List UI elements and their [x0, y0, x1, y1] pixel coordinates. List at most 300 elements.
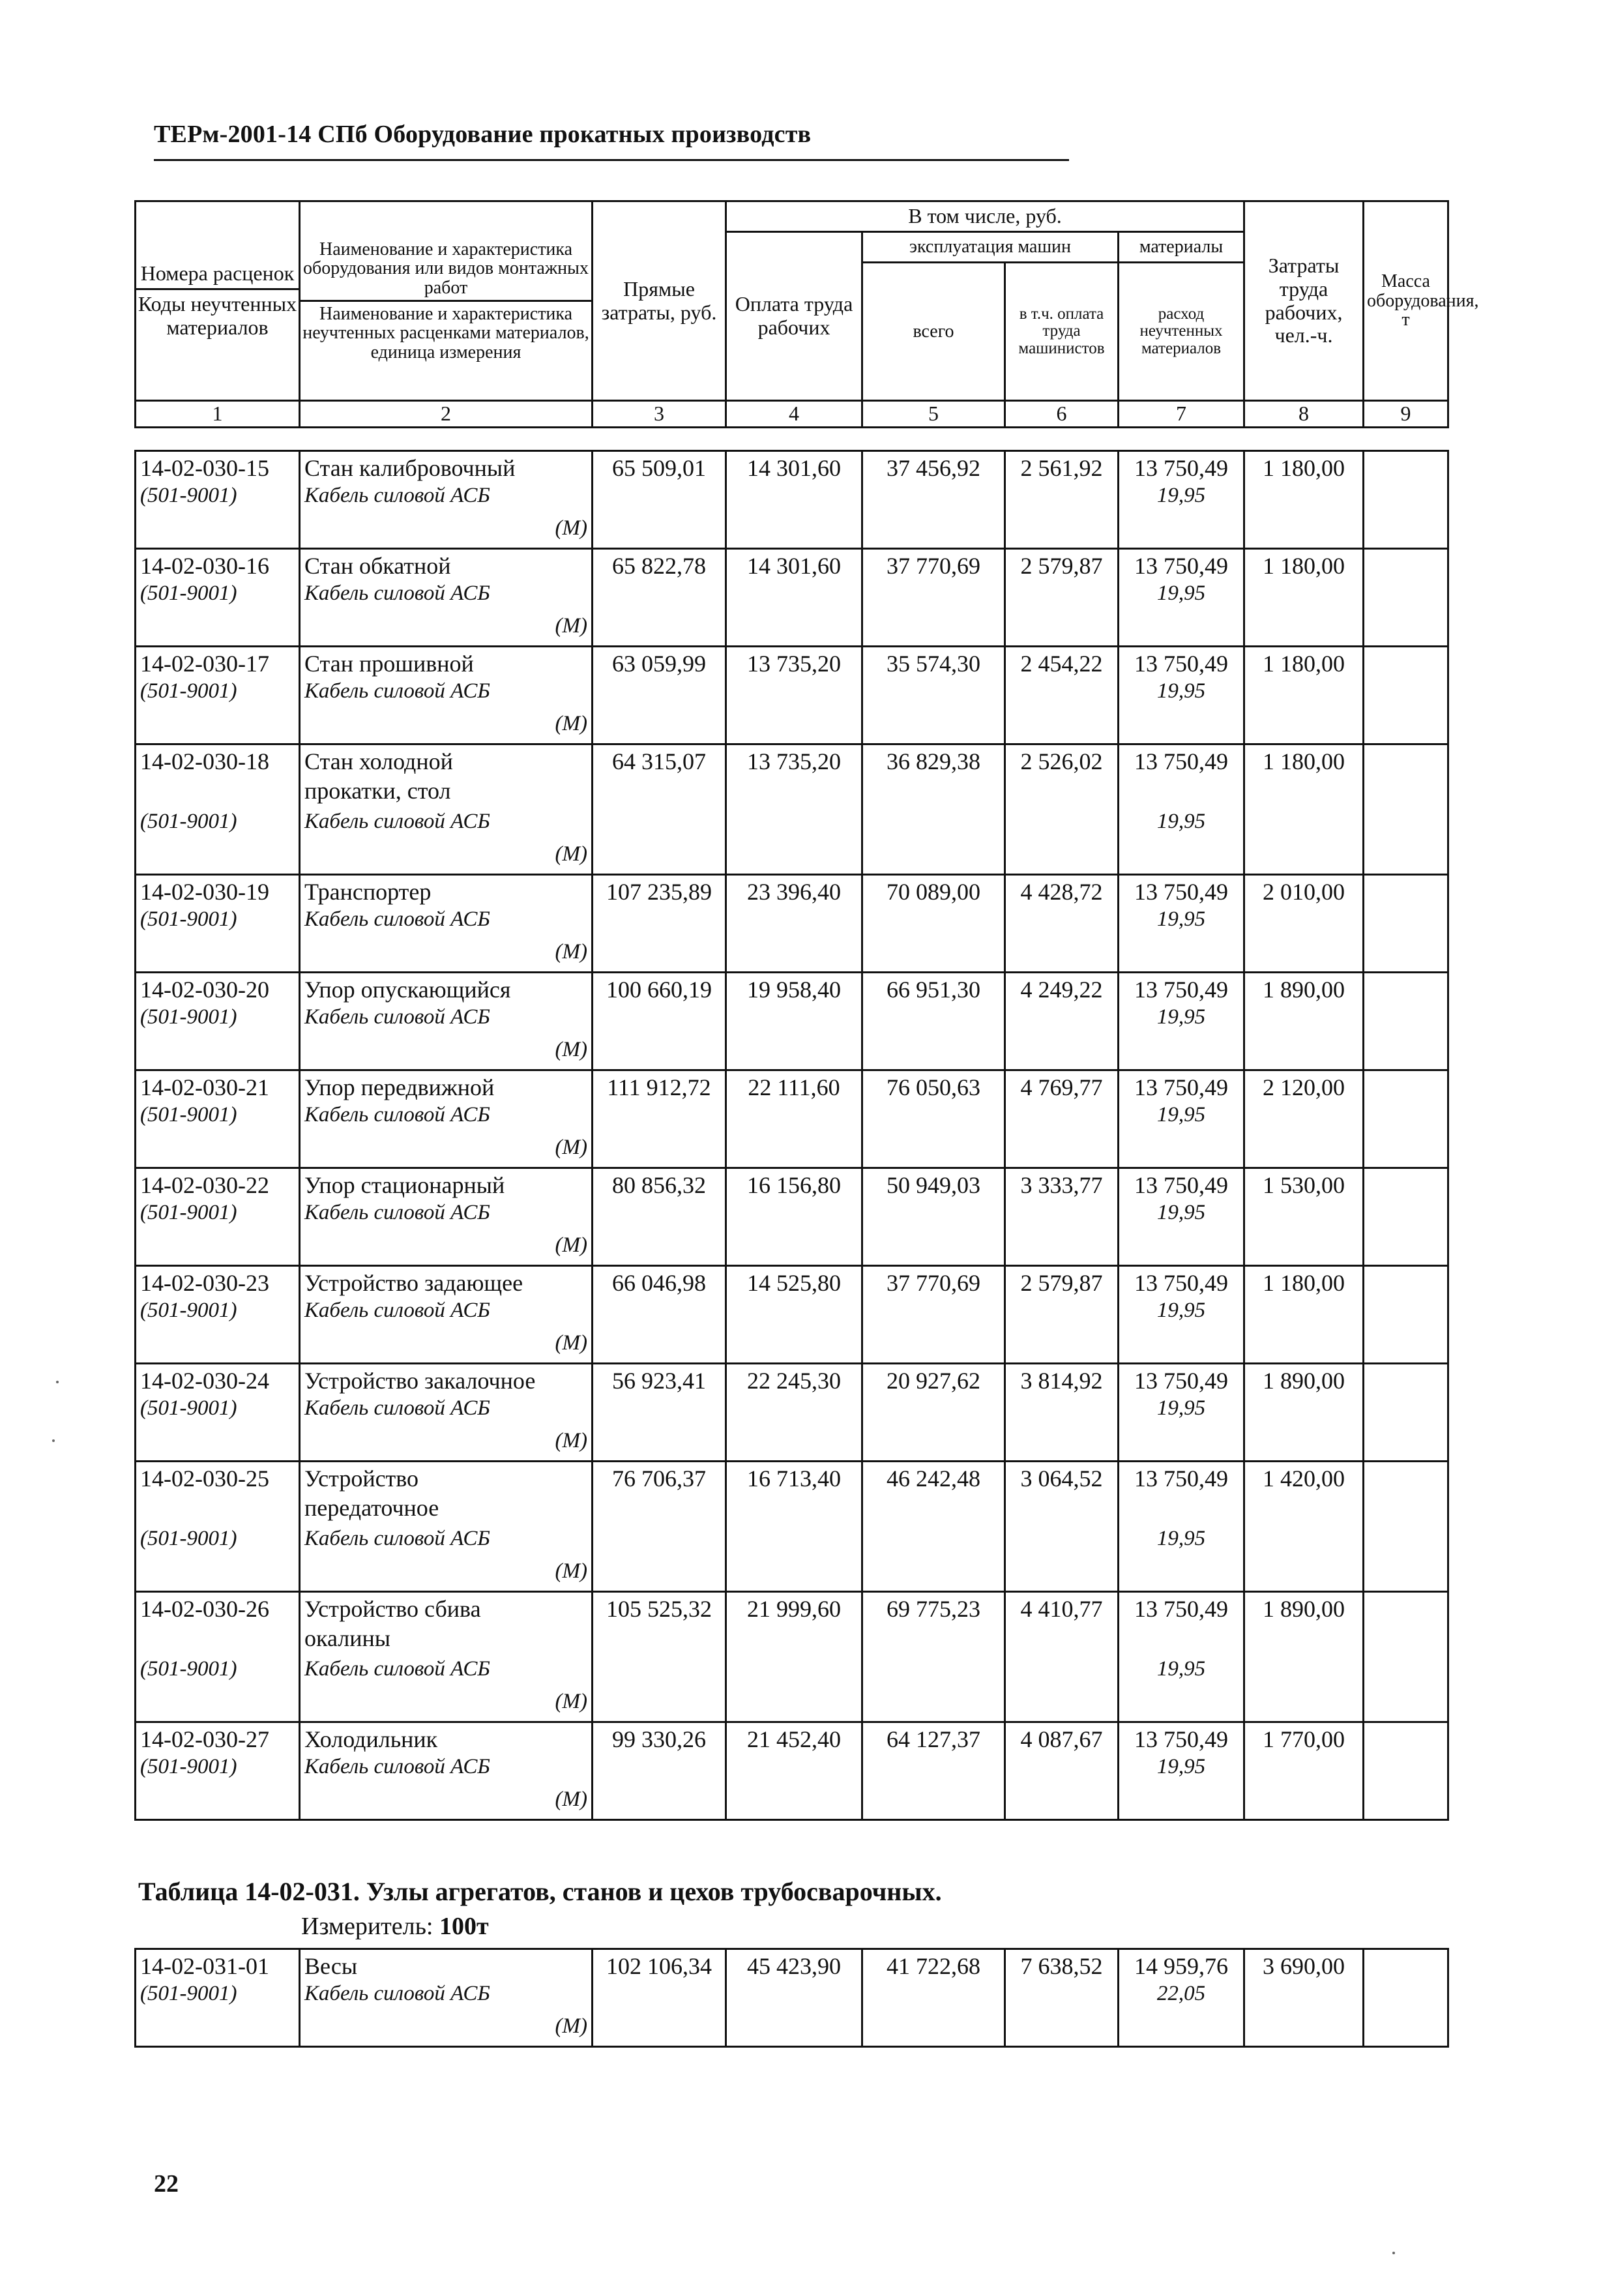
empty-cell [593, 1201, 726, 1233]
empty-cell [1244, 1201, 1364, 1233]
table-row [136, 1266, 1448, 1299]
empty-cell [862, 2014, 1005, 2047]
labor-hours: 1 890,00 [1244, 1364, 1364, 1396]
empty-cell [593, 1625, 726, 1657]
material-code: (501-9001) [136, 810, 300, 842]
empty-cell [862, 940, 1005, 973]
material-name: Кабель силовой АСБ [300, 1201, 593, 1233]
material-code: (501-9001) [136, 1527, 300, 1559]
empty-cell [726, 1136, 862, 1168]
table-row [136, 1462, 1448, 1494]
empty-cell [1005, 1299, 1119, 1331]
materials-cost: 13 750,49 [1119, 744, 1244, 777]
machine-cost: 50 949,03 [862, 1168, 1005, 1201]
empty-cell [726, 1788, 862, 1820]
empty-cell [1119, 1788, 1244, 1820]
operator-cost: 4 410,77 [1005, 1592, 1119, 1625]
rate-code: 14-02-030-17 [136, 647, 300, 679]
material-quantity: 19,95 [1119, 907, 1244, 940]
table-row [136, 647, 1448, 679]
rate-code: 14-02-030-21 [136, 1070, 300, 1103]
empty-cell [862, 1527, 1005, 1559]
empty-cell [1244, 1429, 1364, 1462]
empty-cell [1244, 581, 1364, 614]
materials-cost: 13 750,49 [1119, 451, 1244, 484]
equipment-mass [1364, 1949, 1448, 1982]
empty-cell [1364, 842, 1448, 875]
equipment-mass [1364, 1722, 1448, 1755]
col-mass-header: Масса оборудования, т [1364, 201, 1448, 401]
machine-cost: 36 829,38 [862, 744, 1005, 777]
empty-cell [1244, 1331, 1364, 1364]
empty-cell [1005, 810, 1119, 842]
empty-cell [726, 1233, 862, 1266]
empty-cell [726, 1005, 862, 1038]
empty-cell [1119, 1233, 1244, 1266]
empty-cell [136, 1429, 300, 1462]
empty-cell [726, 516, 862, 549]
empty-cell [1119, 614, 1244, 647]
empty-cell [1244, 1982, 1364, 2014]
empty-cell [726, 907, 862, 940]
material-name: Кабель силовой АСБ [300, 679, 593, 712]
empty-cell [1364, 907, 1448, 940]
empty-cell [862, 1201, 1005, 1233]
material-code: (501-9001) [136, 581, 300, 614]
materials-cost: 13 750,49 [1119, 973, 1244, 1005]
empty-cell [136, 1136, 300, 1168]
col-number: 4 [726, 401, 862, 428]
empty-cell [726, 1982, 862, 2014]
machine-cost: 20 927,62 [862, 1364, 1005, 1396]
empty-cell [593, 1299, 726, 1331]
rate-name-continued: передаточное [300, 1494, 593, 1527]
empty-cell [1005, 1788, 1119, 1820]
empty-cell [1005, 1559, 1119, 1592]
material-name: Кабель силовой АСБ [300, 581, 593, 614]
labor-cost: 21 452,40 [726, 1722, 862, 1755]
empty-cell [862, 1755, 1005, 1788]
empty-cell [1244, 1038, 1364, 1070]
empty-cell [1005, 1657, 1119, 1690]
empty-cell [726, 1201, 862, 1233]
empty-cell [593, 1982, 726, 2014]
empty-cell [1005, 1755, 1119, 1788]
labor-hours: 2 010,00 [1244, 875, 1364, 907]
empty-cell [1364, 1494, 1448, 1527]
empty-cell [1244, 1005, 1364, 1038]
machine-cost: 70 089,00 [862, 875, 1005, 907]
labor-hours: 2 120,00 [1244, 1070, 1364, 1103]
empty-cell [1244, 842, 1364, 875]
empty-cell [1364, 1755, 1448, 1788]
operator-cost: 2 561,92 [1005, 451, 1119, 484]
empty-cell [726, 1038, 862, 1070]
empty-cell [136, 777, 300, 810]
empty-cell [726, 810, 862, 842]
equipment-mass [1364, 1168, 1448, 1201]
empty-cell [593, 1657, 726, 1690]
col-codes-header: Номера расценок Коды неучтенных материалов [136, 201, 300, 401]
operator-cost: 7 638,52 [1005, 1949, 1119, 1982]
labor-cost: 16 713,40 [726, 1462, 862, 1494]
empty-cell [1244, 1559, 1364, 1592]
labor-hours: 1 180,00 [1244, 647, 1364, 679]
rate-code: 14-02-030-19 [136, 875, 300, 907]
material-row [136, 810, 1448, 842]
empty-cell [1244, 1657, 1364, 1690]
empty-cell [726, 712, 862, 744]
material-name: Кабель силовой АСБ [300, 1657, 593, 1690]
material-name: Кабель силовой АСБ [300, 1103, 593, 1136]
empty-cell [862, 1625, 1005, 1657]
empty-cell [1005, 907, 1119, 940]
empty-cell [136, 1690, 300, 1722]
empty-cell [726, 484, 862, 516]
empty-cell [1244, 1136, 1364, 1168]
material-unit: (М) [300, 1038, 593, 1070]
direct-cost: 105 525,32 [593, 1592, 726, 1625]
operator-cost: 2 454,22 [1005, 647, 1119, 679]
empty-cell [1364, 1690, 1448, 1722]
rate-name: Устройство закалочное [300, 1364, 593, 1396]
empty-cell [136, 1038, 300, 1070]
direct-cost: 80 856,32 [593, 1168, 726, 1201]
empty-cell [1119, 1494, 1244, 1527]
rate-code: 14-02-030-26 [136, 1592, 300, 1625]
col-number: 2 [300, 401, 593, 428]
table-row-continuation [136, 1625, 1448, 1657]
material-unit: (М) [300, 614, 593, 647]
material-row [136, 679, 1448, 712]
equipment-mass [1364, 973, 1448, 1005]
empty-cell [1119, 940, 1244, 973]
rate-code: 14-02-030-23 [136, 1266, 300, 1299]
empty-cell [862, 1559, 1005, 1592]
col-number: 6 [1005, 401, 1119, 428]
empty-cell [593, 712, 726, 744]
machine-cost: 37 456,92 [862, 451, 1005, 484]
direct-cost: 107 235,89 [593, 875, 726, 907]
rate-name-continued: окалины [300, 1625, 593, 1657]
material-name: Кабель силовой АСБ [300, 1755, 593, 1788]
labor-hours: 1 180,00 [1244, 1266, 1364, 1299]
unit-row [136, 1233, 1448, 1266]
table-row [136, 1949, 1448, 1982]
empty-cell [593, 2014, 726, 2047]
empty-cell [136, 1331, 300, 1364]
empty-cell [136, 1494, 300, 1527]
empty-cell [1364, 777, 1448, 810]
measure-value: 100т [439, 1913, 489, 1940]
material-row [136, 1396, 1448, 1429]
material-unit: (М) [300, 1429, 593, 1462]
empty-cell [1244, 484, 1364, 516]
rate-name: Стан калибровочный [300, 451, 593, 484]
rate-name-continued: прокатки, стол [300, 777, 593, 810]
empty-cell [1005, 1690, 1119, 1722]
empty-cell [862, 712, 1005, 744]
material-row [136, 1103, 1448, 1136]
scan-speck [52, 1439, 55, 1442]
empty-cell [726, 1625, 862, 1657]
materials-cost: 13 750,49 [1119, 875, 1244, 907]
unit-row [136, 2014, 1448, 2047]
operator-cost: 2 579,87 [1005, 1266, 1119, 1299]
material-name: Кабель силовой АСБ [300, 1982, 593, 2014]
empty-cell [593, 516, 726, 549]
empty-cell [593, 1690, 726, 1722]
direct-cost: 76 706,37 [593, 1462, 726, 1494]
materials-cost: 13 750,49 [1119, 1070, 1244, 1103]
rate-name: Упор опускающийся [300, 973, 593, 1005]
machine-cost: 64 127,37 [862, 1722, 1005, 1755]
empty-cell [593, 1559, 726, 1592]
labor-hours: 1 180,00 [1244, 744, 1364, 777]
empty-cell [726, 1103, 862, 1136]
col-machines-group-header: эксплуатация машин [862, 232, 1119, 263]
rate-name: Стан холодной [300, 744, 593, 777]
direct-cost: 65 822,78 [593, 549, 726, 581]
materials-cost: 13 750,49 [1119, 1364, 1244, 1396]
empty-cell [593, 484, 726, 516]
labor-cost: 16 156,80 [726, 1168, 862, 1201]
empty-cell [1244, 1396, 1364, 1429]
rate-name: Устройство сбива [300, 1592, 593, 1625]
labor-hours: 1 770,00 [1244, 1722, 1364, 1755]
labor-hours: 1 890,00 [1244, 973, 1364, 1005]
machine-cost: 37 770,69 [862, 549, 1005, 581]
empty-cell [1119, 1331, 1244, 1364]
material-quantity: 19,95 [1119, 810, 1244, 842]
empty-cell [1119, 1559, 1244, 1592]
empty-cell [726, 1755, 862, 1788]
empty-cell [1364, 2014, 1448, 2047]
unit-row [136, 940, 1448, 973]
empty-cell [726, 1559, 862, 1592]
col-number: 1 [136, 401, 300, 428]
empty-cell [1005, 2014, 1119, 2047]
empty-cell [862, 614, 1005, 647]
empty-cell [862, 1788, 1005, 1820]
material-quantity: 19,95 [1119, 679, 1244, 712]
empty-cell [1005, 1005, 1119, 1038]
material-row [136, 581, 1448, 614]
labor-cost: 13 735,20 [726, 647, 862, 679]
operator-cost: 4 249,22 [1005, 973, 1119, 1005]
empty-cell [1005, 712, 1119, 744]
material-row [136, 907, 1448, 940]
material-code: (501-9001) [136, 1396, 300, 1429]
rate-code: 14-02-030-18 [136, 744, 300, 777]
col-number: 9 [1364, 401, 1448, 428]
material-code: (501-9001) [136, 679, 300, 712]
empty-cell [1005, 1201, 1119, 1233]
rate-name: Транспортер [300, 875, 593, 907]
empty-cell [726, 1299, 862, 1331]
material-quantity: 19,95 [1119, 1396, 1244, 1429]
material-row [136, 1982, 1448, 2014]
measure-label: Измеритель: [301, 1913, 433, 1940]
labor-cost: 14 301,60 [726, 549, 862, 581]
table-caption: Таблица 14-02-031. Узлы агрегатов, станов и цехов трубосварочных. [138, 1877, 942, 1906]
empty-cell [726, 1657, 862, 1690]
empty-cell [593, 1396, 726, 1429]
empty-cell [1244, 940, 1364, 973]
empty-cell [1005, 1625, 1119, 1657]
empty-cell [1119, 1625, 1244, 1657]
empty-cell [1005, 1136, 1119, 1168]
labor-hours: 1 180,00 [1244, 549, 1364, 581]
empty-cell [136, 1233, 300, 1266]
table-row-continuation [136, 777, 1448, 810]
empty-cell [862, 679, 1005, 712]
labor-hours: 1 420,00 [1244, 1462, 1364, 1494]
empty-cell [862, 1136, 1005, 1168]
equipment-mass [1364, 647, 1448, 679]
empty-cell [1005, 1331, 1119, 1364]
empty-cell [136, 712, 300, 744]
empty-cell [1005, 777, 1119, 810]
material-code: (501-9001) [136, 1201, 300, 1233]
material-name: Кабель силовой АСБ [300, 810, 593, 842]
empty-cell [726, 1690, 862, 1722]
col-number: 5 [862, 401, 1005, 428]
material-row [136, 1755, 1448, 1788]
unit-row [136, 614, 1448, 647]
table-row [136, 973, 1448, 1005]
unit-row [136, 1331, 1448, 1364]
empty-cell [1244, 1690, 1364, 1722]
labor-hours: 1 180,00 [1244, 451, 1364, 484]
empty-cell [1119, 1690, 1244, 1722]
table-row [136, 549, 1448, 581]
material-unit: (М) [300, 516, 593, 549]
empty-cell [1005, 581, 1119, 614]
material-name: Кабель силовой АСБ [300, 1005, 593, 1038]
empty-cell [1005, 679, 1119, 712]
col-name-header: Наименование и характеристика оборудования или видов монтажных работ Наименование и характеристика неучтенных расценками материалов, единица измерения [300, 201, 593, 401]
empty-cell [1119, 1136, 1244, 1168]
empty-cell [862, 1494, 1005, 1527]
empty-cell [1005, 1494, 1119, 1527]
rate-name: Упор передвижной [300, 1070, 593, 1103]
labor-cost: 23 396,40 [726, 875, 862, 907]
equipment-mass [1364, 549, 1448, 581]
unit-row [136, 1038, 1448, 1070]
empty-cell [1364, 484, 1448, 516]
col-group-header: В том числе, руб. [726, 201, 1244, 232]
empty-cell [1244, 1299, 1364, 1331]
equipment-mass [1364, 1070, 1448, 1103]
empty-cell [1119, 712, 1244, 744]
empty-cell [862, 842, 1005, 875]
empty-cell [1244, 679, 1364, 712]
direct-cost: 111 912,72 [593, 1070, 726, 1103]
operator-cost: 4 087,67 [1005, 1722, 1119, 1755]
empty-cell [726, 614, 862, 647]
empty-cell [1005, 484, 1119, 516]
materials-cost: 13 750,49 [1119, 549, 1244, 581]
equipment-mass [1364, 1462, 1448, 1494]
empty-cell [862, 581, 1005, 614]
unit-row [136, 1690, 1448, 1722]
empty-cell [593, 1233, 726, 1266]
empty-cell [1244, 1233, 1364, 1266]
empty-cell [593, 907, 726, 940]
material-unit: (М) [300, 1136, 593, 1168]
direct-cost: 63 059,99 [593, 647, 726, 679]
empty-cell [726, 1331, 862, 1364]
direct-cost: 100 660,19 [593, 973, 726, 1005]
empty-cell [1119, 777, 1244, 810]
empty-cell [1364, 1982, 1448, 2014]
unit-row [136, 842, 1448, 875]
material-name: Кабель силовой АСБ [300, 907, 593, 940]
labor-cost: 14 301,60 [726, 451, 862, 484]
empty-cell [1364, 1657, 1448, 1690]
labor-cost: 13 735,20 [726, 744, 862, 777]
empty-cell [136, 842, 300, 875]
equipment-mass [1364, 451, 1448, 484]
material-code: (501-9001) [136, 1005, 300, 1038]
table-row [136, 1070, 1448, 1103]
machine-cost: 35 574,30 [862, 647, 1005, 679]
equipment-mass [1364, 744, 1448, 777]
empty-cell [136, 1788, 300, 1820]
measure-line [301, 1912, 489, 1941]
material-row [136, 484, 1448, 516]
rate-name: Весы [300, 1949, 593, 1982]
labor-hours: 3 690,00 [1244, 1949, 1364, 1982]
empty-cell [862, 810, 1005, 842]
empty-cell [136, 2014, 300, 2047]
materials-cost: 13 750,49 [1119, 1462, 1244, 1494]
material-quantity: 19,95 [1119, 1005, 1244, 1038]
table-row [136, 875, 1448, 907]
table-row [136, 744, 1448, 777]
table-header [134, 200, 1479, 428]
empty-cell [1364, 1005, 1448, 1038]
material-unit: (М) [300, 842, 593, 875]
empty-cell [1364, 1103, 1448, 1136]
empty-cell [593, 777, 726, 810]
material-unit: (М) [300, 1559, 593, 1592]
labor-cost: 19 958,40 [726, 973, 862, 1005]
empty-cell [1005, 1429, 1119, 1462]
table-row-continuation [136, 1494, 1448, 1527]
empty-cell [1244, 1625, 1364, 1657]
table-row [136, 1168, 1448, 1201]
rate-code: 14-02-030-20 [136, 973, 300, 1005]
operator-cost: 4 428,72 [1005, 875, 1119, 907]
material-row [136, 1201, 1448, 1233]
material-quantity: 19,95 [1119, 1755, 1244, 1788]
empty-cell [1364, 581, 1448, 614]
material-quantity: 19,95 [1119, 581, 1244, 614]
col-materials-group-header: материалы [1119, 232, 1244, 263]
rate-name: Стан прошивной [300, 647, 593, 679]
empty-cell [593, 1494, 726, 1527]
material-code: (501-9001) [136, 1299, 300, 1331]
unit-row [136, 1788, 1448, 1820]
unit-row [136, 1136, 1448, 1168]
empty-cell [593, 940, 726, 973]
table-row [136, 1722, 1448, 1755]
material-name: Кабель силовой АСБ [300, 1299, 593, 1331]
empty-cell [862, 1429, 1005, 1462]
materials-cost: 13 750,49 [1119, 1722, 1244, 1755]
